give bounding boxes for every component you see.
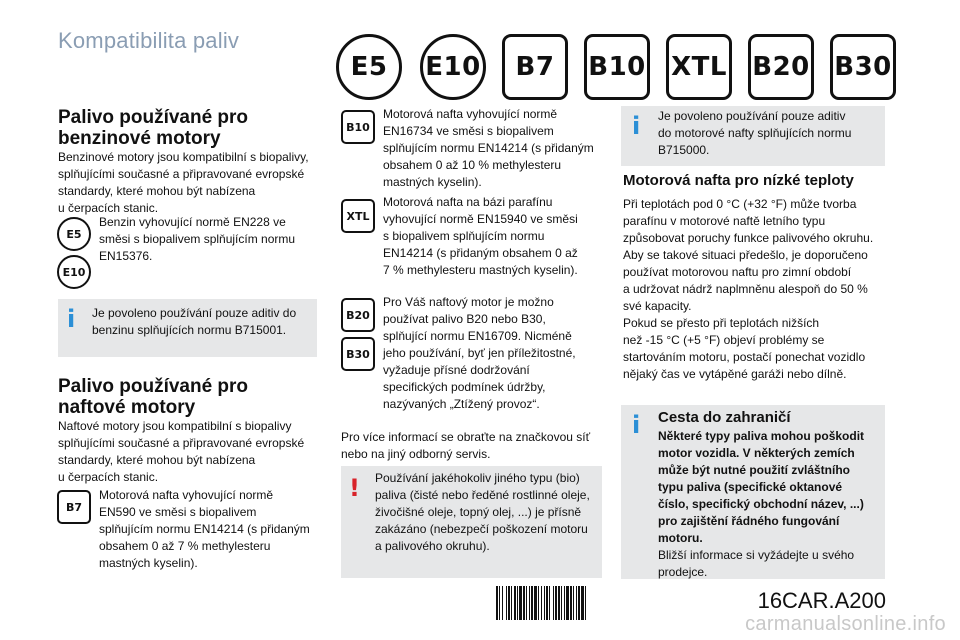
badge-b10: B10 xyxy=(584,34,650,100)
diesel-note-line: Je povoleno používání pouze aditiv xyxy=(658,109,846,123)
travel-bold-line: pro zajištění řádného fungování xyxy=(658,514,840,528)
diesel-b7-text xyxy=(99,487,323,572)
b10-line: splňujícím normu EN14214 (s přidaným xyxy=(383,141,594,155)
more-info-line: Pro více informací se obraťte na značkovou síť xyxy=(341,430,591,444)
warning-line: živočišné oleje, topný olej, ...) je přísně xyxy=(375,505,582,519)
petrol-note xyxy=(92,305,314,339)
b10-text xyxy=(383,106,605,191)
diesel-b7-line: obsahem 0 až 7 % methylesteru xyxy=(99,539,271,553)
petrol-intro-line: Benzinové motory jsou kompatibilní s biopalivy, xyxy=(58,150,309,164)
xtl-line: vyhovující normě EN15940 ve směsi xyxy=(383,212,578,226)
b10-line: obsahem 0 až 10 % methylesteru xyxy=(383,158,562,172)
xtl-line: EN14214 (s přidaným obsahem 0 až xyxy=(383,246,578,260)
b20-b30-text xyxy=(383,294,607,413)
travel-bold-line: motoru. xyxy=(658,531,703,545)
travel-bold xyxy=(658,428,882,547)
warning-line: a palivového okruhu). xyxy=(375,539,490,553)
low-temp-line: parafínu v motorové naftě letního typu xyxy=(623,214,826,228)
travel-text-line: Bližší informace si vyžádejte u svého xyxy=(658,548,855,562)
badge-e5: E5 xyxy=(336,34,402,100)
b20-line: jeho používání, byť jen příležitostné, xyxy=(383,346,576,360)
low-temp-line: než -15 °C (+5 °F) objeví problémy se xyxy=(623,333,825,347)
low-temp-line: Pokud se přesto při teplotách nižších xyxy=(623,316,820,330)
petrol-e-line: směsi s biopalivem splňujícím normu xyxy=(99,232,296,246)
low-temp-body xyxy=(623,196,893,383)
petrol-intro-line: u čerpacích stanic. xyxy=(58,201,159,215)
diesel-b7-line: mastných kyselin). xyxy=(99,556,198,570)
petrol-note-line: benzinu splňujících normu B715001. xyxy=(92,323,287,337)
warning-line: paliva (čisté nebo ředěné rostlinné oleje, xyxy=(375,488,590,502)
petrol-e-line: Benzin vyhovující normě EN228 ve xyxy=(99,215,286,229)
travel-content xyxy=(658,409,882,581)
travel-title: Cesta do zahraničí xyxy=(658,409,791,426)
diesel-note-box xyxy=(621,106,885,166)
b10-line: Motorová nafta vyhovující normě xyxy=(383,107,558,121)
badge-xtl: XTL xyxy=(666,34,732,100)
b20-line: používat palivo B20 nebo B30, xyxy=(383,312,546,326)
petrol-e-text xyxy=(99,214,319,265)
travel-bold-line: číslo, specifický obchodní název, ...) xyxy=(658,497,864,511)
petrol-note-box xyxy=(58,299,317,357)
info-icon: i xyxy=(67,305,76,333)
xtl-line: s biopalivem splňujícím normu xyxy=(383,229,545,243)
travel-bold-line: Některé typy paliva mohou poškodit xyxy=(658,429,865,443)
travel-bold-line: typu paliva (specifické oktanové xyxy=(658,480,843,494)
b20-line: nazývaných „Ztížený provoz“. xyxy=(383,397,540,411)
xtl-text xyxy=(383,194,607,279)
travel-box xyxy=(621,405,885,579)
b20-line: splňující normu EN16709. Nicméně xyxy=(383,329,572,343)
xtl-line: 7 % methylesteru mastných kyselin). xyxy=(383,263,578,277)
more-info-text xyxy=(341,429,611,463)
low-temp-line: Aby se takové situaci předešlo, je doporučeno xyxy=(623,248,868,262)
badge-b20: B20 xyxy=(748,34,814,100)
low-temp-line: startováním motoru, postačí ponechat vozidlo xyxy=(623,350,866,364)
diesel-note xyxy=(658,108,882,159)
petrol-heading-line2: benzinové motory xyxy=(58,128,221,149)
warning-text xyxy=(375,470,601,555)
petrol-heading-line1: Palivo používané pro xyxy=(58,107,249,128)
badge-e10-small: E10 xyxy=(57,255,91,289)
badge-xtl-small: XTL xyxy=(341,199,375,233)
low-temp-line: své kapacity. xyxy=(623,299,692,313)
diesel-heading-line2: naftové motory xyxy=(58,397,196,418)
b10-line: mastných kyselin). xyxy=(383,175,482,189)
diesel-intro xyxy=(58,418,326,486)
warning-box xyxy=(341,466,602,578)
barcode-icon xyxy=(496,586,722,620)
warning-icon: ! xyxy=(349,474,360,502)
warning-line: zakázáno (nebezpečí poškození motoru xyxy=(375,522,588,536)
diesel-heading-line1: Palivo používané pro xyxy=(58,376,249,397)
low-temp-heading: Motorová nafta pro nízké teploty xyxy=(623,172,854,189)
badge-b30: B30 xyxy=(830,34,896,100)
diesel-intro-line: splňujícími současné a připravované evropské xyxy=(58,436,305,450)
diesel-intro-line: u čerpacích stanic. xyxy=(58,470,159,484)
watermark: carmanualsonline.info xyxy=(745,613,946,635)
petrol-heading xyxy=(58,107,318,149)
diesel-b7-line: splňujícím normu EN14214 (s přidaným xyxy=(99,522,310,536)
low-temp-line: Při teplotách pod 0 °C (+32 °F) může tvorba xyxy=(623,197,857,211)
barcode-bar xyxy=(586,586,588,620)
low-temp-line: a udržovat nádrž naplmněnu alespoň do 50 % xyxy=(623,282,868,296)
badge-b7-small: B7 xyxy=(57,490,91,524)
low-temp-line: používat motorovou naftu pro zimní období xyxy=(623,265,852,279)
info-icon: i xyxy=(632,112,641,140)
diesel-intro-line: Naftové motory jsou kompatibilní s biopalivy xyxy=(58,419,292,433)
travel-bold-line: motor vozidla. V některých zemích xyxy=(658,446,855,460)
travel-bold-line: může být nutné použití zvláštního xyxy=(658,463,850,477)
badge-b10-small: B10 xyxy=(341,110,375,144)
petrol-intro-line: splňujícími současné a připravované evropské xyxy=(58,167,305,181)
petrol-e-line: EN15376. xyxy=(99,249,153,263)
fuel-badge-row xyxy=(336,34,932,100)
petrol-note-line: Je povoleno používání pouze aditiv do xyxy=(92,306,297,320)
low-temp-line: nějaký čas ve vytápěné garáži nebo dílně. xyxy=(623,367,847,381)
petrol-intro-line: standardy, které mohou být nabízena xyxy=(58,184,256,198)
diesel-note-line: do motorové nafty splňujících normu xyxy=(658,126,852,140)
badge-b20-small: B20 xyxy=(341,298,375,332)
travel-text xyxy=(658,547,882,581)
diesel-intro-line: standardy, které mohou být nabízena xyxy=(58,453,256,467)
info-icon: i xyxy=(632,411,641,439)
warning-line: Používání jakéhokoliv jiného typu (bio) xyxy=(375,471,580,485)
travel-text-line: prodejce. xyxy=(658,565,708,579)
badge-e5-small: E5 xyxy=(57,217,91,251)
xtl-line: Motorová nafta na bázi parafínu xyxy=(383,195,553,209)
diesel-note-line: B715000. xyxy=(658,143,710,157)
document-code: 16CAR.A200 xyxy=(757,588,886,613)
diesel-b7-line: Motorová nafta vyhovující normě xyxy=(99,488,274,502)
more-info-line: nebo na jiný odborný servis. xyxy=(341,447,491,461)
diesel-b7-line: EN590 ve směsi s biopalivem xyxy=(99,505,257,519)
b20-line: vyžaduje přísné dodržování xyxy=(383,363,530,377)
badge-b7: B7 xyxy=(502,34,568,100)
low-temp-line: způsobovat poruchy funkce palivového okruhu. xyxy=(623,231,874,245)
b20-line: Pro Váš naftový motor je možno xyxy=(383,295,554,309)
petrol-intro xyxy=(58,149,326,217)
b10-line: EN16734 ve směsi s biopalivem xyxy=(383,124,554,138)
diesel-heading xyxy=(58,376,318,418)
badge-e10: E10 xyxy=(420,34,486,100)
badge-b30-small: B30 xyxy=(341,337,375,371)
b20-line: specifických podmínek údržby, xyxy=(383,380,546,394)
page-title: Kompatibilita paliv xyxy=(58,28,240,53)
